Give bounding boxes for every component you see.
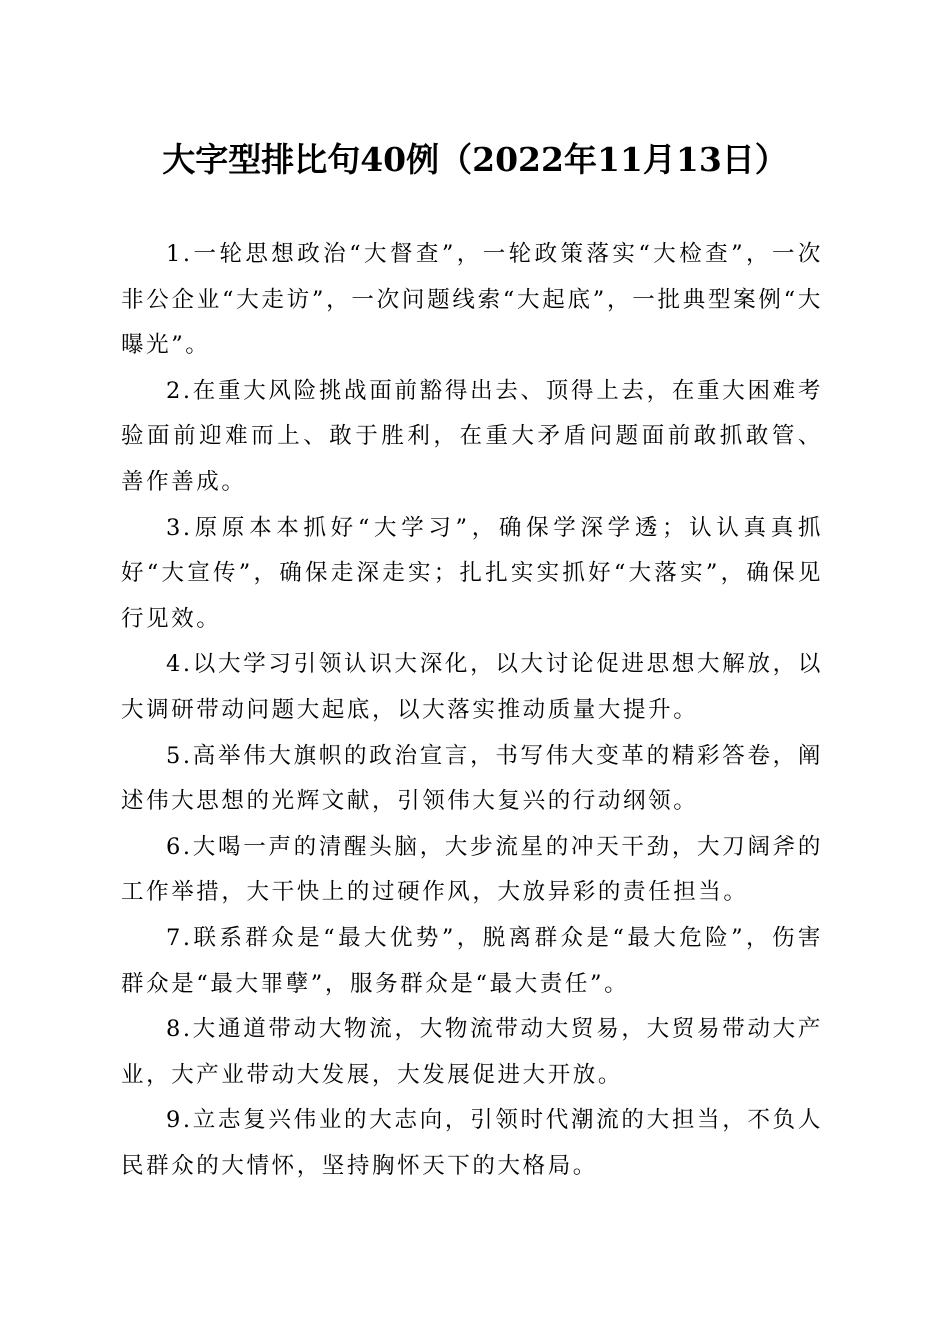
page-title: 大字型排比句40例（2022年11月13日） [162,140,788,179]
paragraph-7: 7.联系群众是“最大优势”，脱离群众是“最大危险”，伤害群众是“最大罪孽”，服务群众是“最大责任”。 [121,924,823,997]
paragraph-5: 5.高举伟大旗帜的政治宣言，书写伟大变革的精彩答卷，阐述伟大思想的光辉文献，引领伟大复兴的行动纲领。 [121,742,823,815]
paragraph-4: 4.以大学习引领认识大深化，以大讨论促进思想大解放，以大调研带动问题大起底，以大落实推动质量大提升。 [121,651,823,723]
paragraph-2: 2.在重大风险挑战面前豁得出去、顶得上去，在重大困难考验面前迎难而上、敢于胜利，在重大矛盾问题面前敢抓敢管、善作善成。 [121,377,823,495]
paragraph-1: 1.一轮思想政治“大督查”，一轮政策落实“大检查”，一次非公企业“大走访”，一次问题线索“大起底”，一批典型案例“大曝光”。 [121,241,823,359]
paragraph-9: 9.立志复兴伟业的大志向，引领时代潮流的大担当，不负人民群众的大情怀，坚持胸怀天下的大格局。 [121,1107,823,1179]
paragraph-8: 8.大通道带动大物流，大物流带动大贸易，大贸易带动大产业，大产业带动大发展，大发展促进大开放。 [121,1016,823,1088]
paragraph-6: 6.大喝一声的清醒头脑，大步流星的冲天干劲，大刀阔斧的工作举措，大干快上的过硬作风，大放异彩的责任担当。 [121,833,823,906]
paragraph-3: 3.原原本本抓好“大学习”，确保学深学透；认认真真抓好“大宣传”，确保走深走实；扎扎实实抓好“大落实”，确保见行见效。 [121,514,823,632]
document-body [121,232,823,1189]
